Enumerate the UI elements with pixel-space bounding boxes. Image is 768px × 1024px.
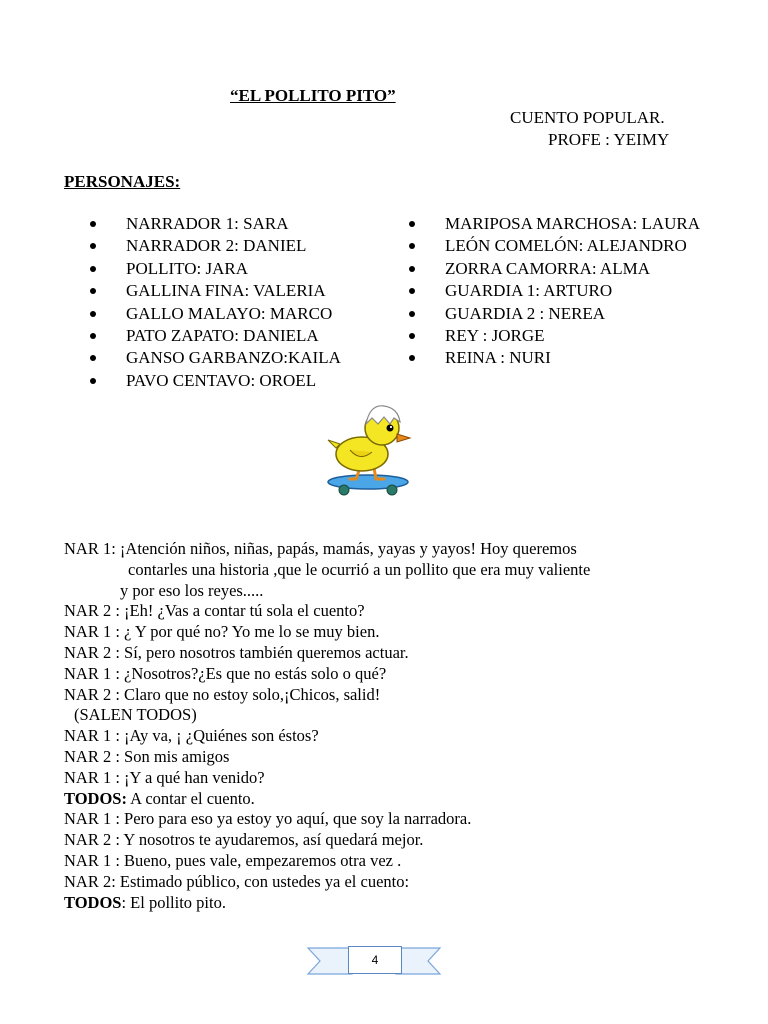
character-item: NARRADOR 2: DANIEL	[86, 235, 341, 257]
speaker-label: TODOS:	[64, 788, 127, 808]
bullet-icon	[409, 221, 415, 227]
bullet-icon	[409, 243, 415, 249]
stage-direction: (SALEN TODOS)	[74, 705, 197, 725]
character-item: MARIPOSA MARCHOSA: LAURA	[405, 213, 700, 235]
dialogue-line: NAR 1 : Pero para eso ya estoy yo aquí, que soy la narradora.	[64, 809, 472, 829]
document-title: “EL POLLITO PITO”	[230, 86, 396, 105]
characters-heading: PERSONAJES:	[64, 172, 181, 191]
teacher-name: PROFE : YEIMY	[548, 130, 670, 149]
character-item: LEÓN COMELÓN: ALEJANDRO	[405, 235, 700, 257]
dialogue-line: NAR 1 : ¡Ay va, ¡ ¿Quiénes son éstos?	[64, 726, 319, 746]
character-item: PAVO CENTAVO: OROEL	[86, 370, 341, 392]
dialogue-line: NAR 1 : ¿Nosotros?¿Es que no estás solo o qué?	[64, 663, 387, 683]
bullet-icon	[409, 266, 415, 272]
character-item: GUARDIA 1: ARTURO	[405, 280, 700, 302]
character-item: PATO ZAPATO: DANIELA	[86, 325, 341, 347]
bullet-icon	[90, 243, 96, 249]
dialogue-line: NAR 1: ¡Atención niños, niñas, papás, mamás, yayas y yayos! Hoy queremos	[64, 539, 577, 558]
dialogue-line: NAR 2 : Son mis amigos	[64, 746, 230, 766]
dialogue-line: NAR 2 : Claro que no estoy solo,¡Chicos, salid!	[64, 684, 381, 704]
speaker-label: TODOS	[64, 892, 122, 912]
script-dialogue	[64, 539, 590, 913]
bullet-icon	[90, 355, 96, 361]
bullet-icon	[409, 311, 415, 317]
dialogue-line: NAR 2 : Sí, pero nosotros también queremos actuar.	[64, 642, 409, 662]
dialogue-line: NAR 2: Estimado público, con ustedes ya el cuento:	[64, 871, 410, 891]
chick-on-skateboard-illustration	[320, 400, 416, 504]
dialogue-text: A contar el cuento.	[126, 788, 255, 808]
character-item: GALLO MALAYO: MARCO	[86, 303, 341, 325]
bullet-icon	[90, 333, 96, 339]
dialogue-line: NAR 1 : Bueno, pues vale, empezaremos otra vez .	[64, 850, 402, 870]
dialogue-line: NAR 1 : ¿ Y por qué no? Yo me lo se muy bien.	[64, 622, 380, 642]
dialogue-line: NAR 2 : Y nosotros te ayudaremos, así quedará mejor.	[64, 830, 424, 850]
character-item: GUARDIA 2 : NEREA	[405, 303, 700, 325]
dialogue-line: contarles una historia ,que le ocurrió a un pollito que era muy valiente	[128, 559, 591, 579]
dialogue-text: : El pollito pito.	[121, 892, 226, 912]
characters-list-right	[405, 213, 700, 370]
character-item: ZORRA CAMORRA: ALMA	[405, 258, 700, 280]
bullet-icon	[90, 378, 96, 384]
character-item: REINA : NURI	[405, 347, 700, 369]
bullet-icon	[90, 221, 96, 227]
story-type: CUENTO POPULAR.	[510, 108, 665, 127]
dialogue-line: NAR 2 : ¡Eh! ¿Vas a contar tú sola el cuento?	[64, 601, 365, 621]
bullet-icon	[409, 288, 415, 294]
dialogue-line	[64, 893, 590, 914]
bullet-icon	[90, 288, 96, 294]
bullet-icon	[90, 311, 96, 317]
bullet-icon	[409, 333, 415, 339]
character-item: POLLITO: JARA	[86, 258, 341, 280]
character-item: GANSO GARBANZO:KAILA	[86, 347, 341, 369]
dialogue-line: NAR 1 : ¡Y a qué han venido?	[64, 767, 265, 787]
bullet-icon	[90, 266, 96, 272]
characters-list-left	[86, 213, 341, 392]
dialogue-line	[64, 789, 590, 810]
dialogue-line: y por eso los reyes.....	[120, 580, 264, 600]
bullet-icon	[409, 355, 415, 361]
character-item: NARRADOR 1: SARA	[86, 213, 341, 235]
character-item: REY : JORGE	[405, 325, 700, 347]
page-number: 4	[348, 946, 402, 974]
character-item: GALLINA FINA: VALERIA	[86, 280, 341, 302]
